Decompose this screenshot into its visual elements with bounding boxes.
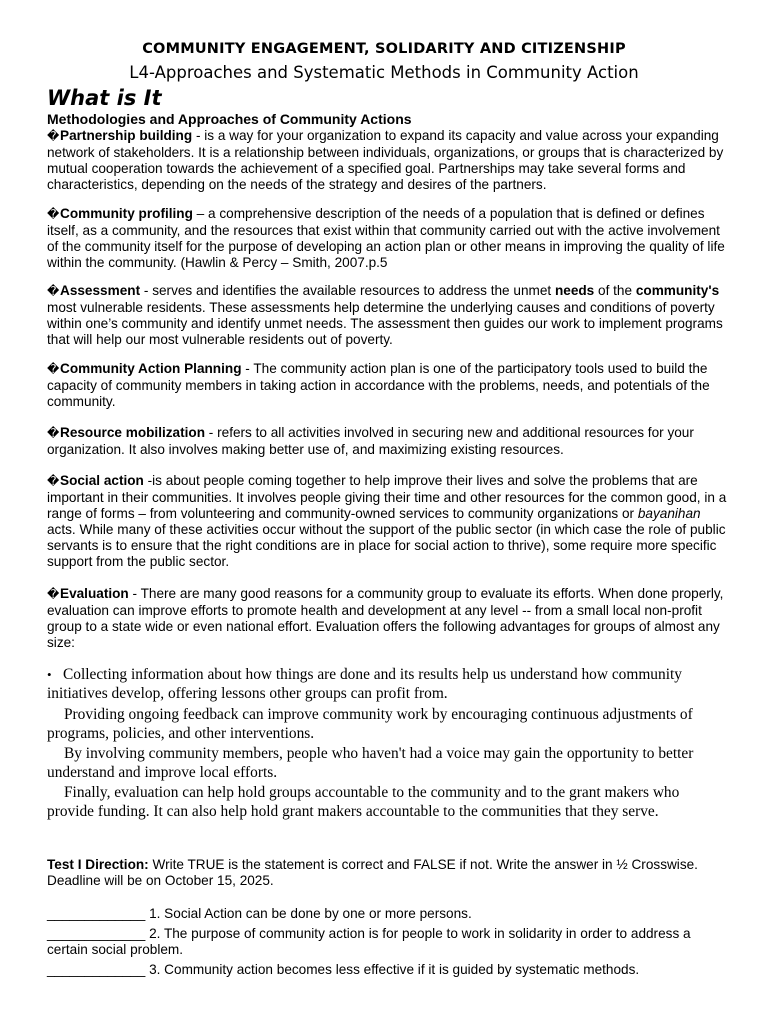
definition-assessment-bold-community: community's [635,283,720,298]
missing-glyph-icon: � [47,207,60,221]
term-social-action: Social action [60,473,144,488]
definition-assessment-part-c: most vulnerable residents. These assessments help determine the underlying causes and conditions of poverty within one’s community and identify unmet needs. The assessment then guides our work to implement programs that will help our most vulnerable residents out of poverty. [47,299,723,347]
paragraph-social-action [47,473,727,569]
advantage-item-2: Providing ongoing feedback can improve community work by encouraging continuous adjustments of programs, policies, and other interventions. [47,706,693,742]
test-direction-label: Test I Direction: [47,857,149,872]
missing-glyph-icon: � [47,426,60,440]
term-assessment: Assessment [60,283,141,298]
definition-assessment-bold-needs: needs [554,283,595,298]
test-item-text: 1. Social Action can be done by one or more persons. [145,906,472,921]
definition-assessment-part-a: - serves and identifies the available resources to address the unmet [140,283,555,298]
section-heading: Methodologies and Approaches of Community Actions [47,111,412,127]
answer-blank: _____________ [47,906,146,921]
what-is-it-heading: What is It [47,86,162,110]
term-community-profiling: Community profiling [60,206,193,221]
term-community-action-planning: Community Action Planning [60,361,242,376]
test-item-2 [47,926,727,958]
paragraph-assessment [47,283,727,348]
missing-glyph-icon: � [47,587,60,601]
definition-social-action-part-a: -is about people coming together to help improve their lives and solve the problems that are important in their communities. It involves people giving their time and other resources for the common good, in a range of forms – from volunteering and community-owned services to community organizations or [47,473,727,521]
definition-resource-mobilization: - refers to all activities involved in securing new and additional resources for your organization. It also involves making better use of, and maximizing existing resources. [47,425,694,457]
missing-glyph-icon: � [47,284,60,298]
definition-community-action-planning: - The community action plan is one of the participatory tools used to build the capacity of community members in taking action in accordance with the problems, needs, and potentials of the community. [47,361,710,409]
answer-blank: _____________ [47,962,146,977]
answer-blank: _____________ [47,926,146,941]
paragraph-community-action-planning [47,361,727,410]
definition-evaluation: - There are many good reasons for a community group to evaluate its efforts. When done properly, evaluation can improve efforts to promote health and development at any level -- from a small local non-profit group to a state wide or even national effort. Evaluation offers the following advantages for groups of almost any size: [47,586,724,650]
missing-glyph-icon: � [47,362,60,376]
term-partnership-building: Partnership building [60,128,193,143]
lesson-title: L4-Approaches and Systematic Methods in Community Action [129,63,639,82]
test-direction-text: Write TRUE is the statement is correct and FALSE if not. Write the answer in ½ Crosswise. Deadline will be on October 15, 2025. [47,857,698,888]
advantage-text: Collecting information about how things are done and its results help us understand how community initiatives develop, offering lessons other groups can profit from. [47,666,682,702]
test-item-1 [47,906,727,922]
advantage-item-1 [47,666,727,703]
definition-social-action-bayanihan: bayanihan [637,505,701,521]
course-title: COMMUNITY ENGAGEMENT, SOLIDARITY AND CITIZENSHIP [142,41,626,57]
test-item-3 [47,962,727,978]
advantage-item-3: By involving community members, people who haven't had a voice may gain the opportunity to better understand and improve local efforts. [47,745,694,781]
definition-community-profiling: – a comprehensive description of the needs of a population that is defined or defines itself, as a community, and the resources that exist within that community carried out with the active involvement of the community itself for the purpose of developing an action plan or other means in improving the quality of life within the community. (Hawlin & Percy – Smith, 2007.p.5 [47,206,725,270]
test-item-text: 3. Community action becomes less effective if it is guided by systematic methods. [145,962,640,977]
test-item-text: 2. The purpose of community action is for people to work in solidarity in order to address a certain social problem. [47,926,691,957]
paragraph-evaluation [47,586,727,651]
missing-glyph-icon: � [47,474,60,488]
definition-assessment-part-b: of the [594,283,636,298]
missing-glyph-icon: � [47,129,60,143]
term-evaluation: Evaluation [60,586,129,601]
test-direction [47,857,727,889]
bullet-icon: • [47,667,52,682]
definition-partnership-building: - is a way for your organization to expand its capacity and value across your expanding network of stakeholders. It is a relationship between individuals, organizations, or groups that is characterized by mutual cooperation towards the achievement of a specified goal. Partnerships may take several forms and characteristics, depending on the needs of the strategy and desires of the partners. [47,128,724,192]
paragraph-partnership-building [47,128,727,193]
term-resource-mobilization: Resource mobilization [60,425,206,440]
definition-social-action-part-b: acts. While many of these activities occur without the support of the public sector (in which case the role of public servants is to ensure that the right conditions are in place for social action to thrive), some require more specific support from the public sector. [47,521,726,569]
paragraph-resource-mobilization [47,425,727,458]
advantage-item-4: Finally, evaluation can help hold groups accountable to the community and to the grant makers who provide funding. It can also help hold grant makers accountable to the communities that they serve. [47,784,680,820]
paragraph-community-profiling [47,206,727,271]
